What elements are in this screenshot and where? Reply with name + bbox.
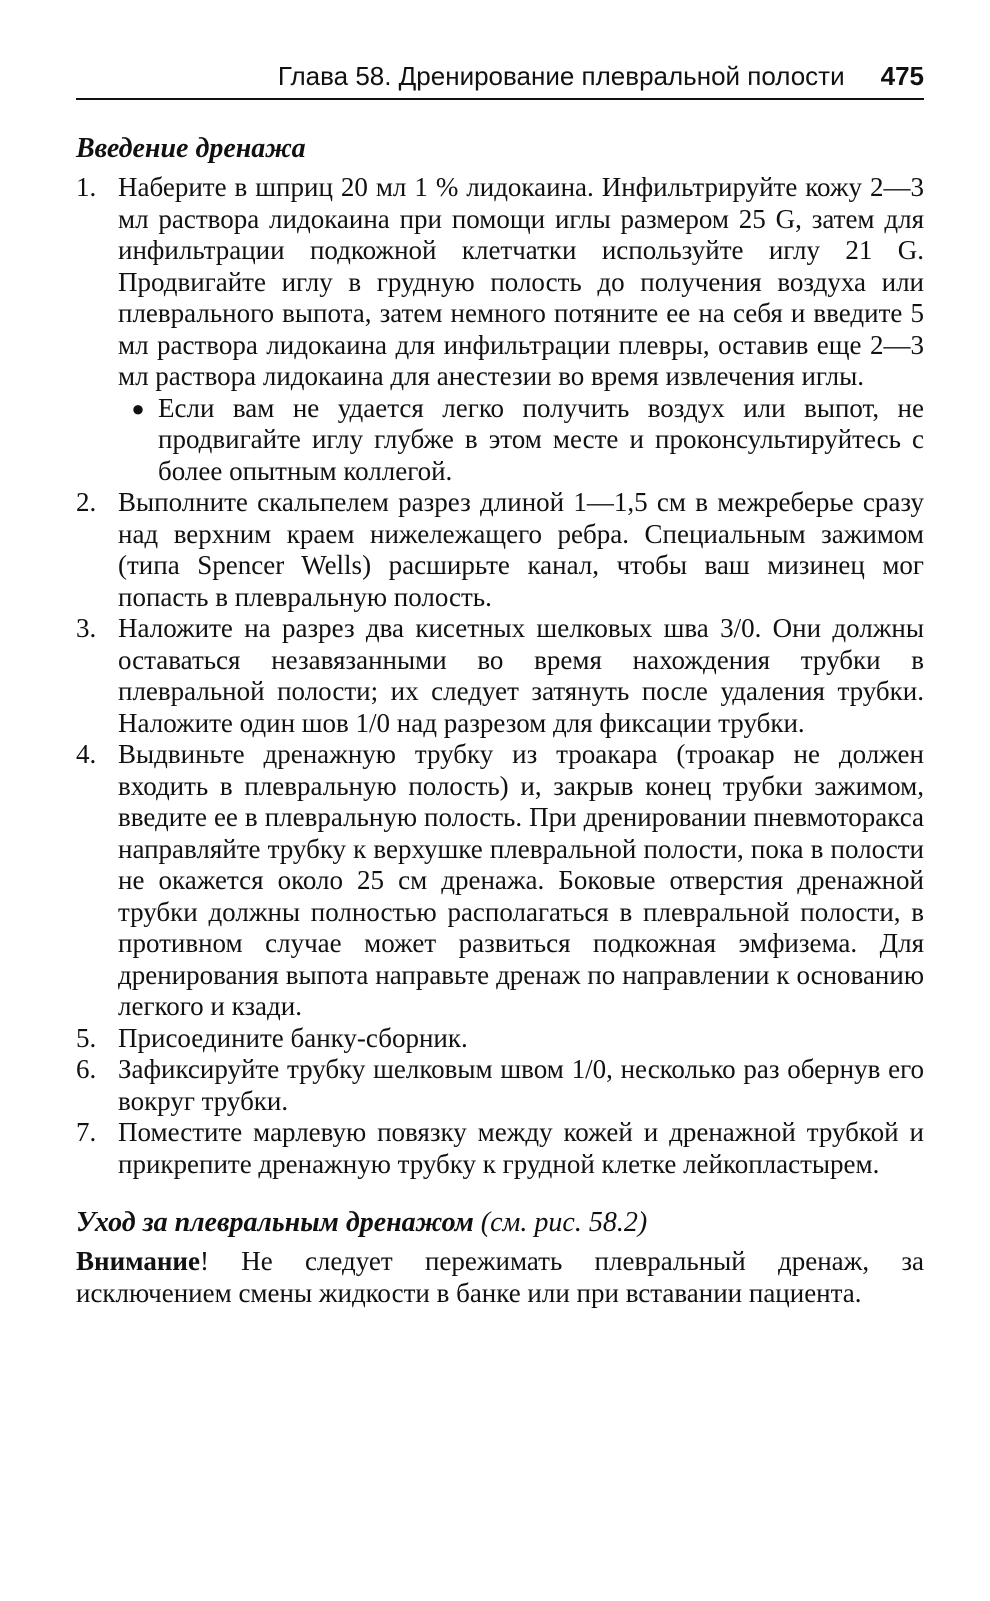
step-number: 1.: [76, 172, 97, 202]
section-title-drain-care: [76, 1206, 924, 1240]
bullet-text: Если вам не удается легко получить воздух или выпот, не продвигайте иглу глубже в этом месте и проконсультируйтесь с более опытным коллегой.: [158, 392, 924, 486]
section-title-drain-insertion: Введение дренажа: [76, 133, 306, 164]
list-item: [76, 613, 924, 739]
running-title: Глава 58. Дренирование плевральной полости: [277, 61, 845, 91]
step-number: 6.: [76, 1054, 97, 1084]
bullet-note: [118, 393, 924, 488]
step-text: Выдвиньте дренажную трубку из троакара (троакар не должен входить в плевральную полость) и, закрыв конец трубки зажимом, введите ее в плевральную полость. При дренировании пневмоторакса направляйте трубку к верхушке плевральной полости, пока в полости не окажется около 25 см дренажа. Боковые отверстия дренажной трубки должны полностью располагаться в плевральной полости, в противном случае может развиться подкожная эмфизема. Для дренирования выпота направьте дренаж по направлении к основанию легкого и кзади.: [118, 739, 924, 1021]
bullet-icon: ●: [131, 395, 145, 421]
step-text: Присоедините банку-сборник.: [118, 1022, 468, 1053]
step-text: Наложите на разрез два кисетных шелковых шва 3/0. Они должны оставаться незавязанными во время нахождения трубки в плевральной полости; их следует затянуть после удаления трубки. Наложите один шов 1/0 над разрезом для фиксации трубки.: [118, 613, 924, 738]
step-text: Зафиксируйте трубку шелковым швом 1/0, несколько раз обернув его вокруг трубки.: [118, 1054, 924, 1116]
running-header: [76, 60, 924, 100]
warning-text: ! Не следует пережимать плевральный дренаж, за исключением смены жидкости в банке или при вставании пациента.: [76, 1246, 924, 1308]
warning-label: Внимание: [76, 1246, 200, 1276]
step-text: Наберите в шприц 20 мл 1 % лидокаина. Инфильтрируйте кожу 2—3 мл раствора лидокаина при помощи иглы размером 25 G, затем для инфильтрации подкожной клетчатки используйте иглу 21 G. Продвигайте иглу в грудную полость до получения воздуха или плеврального выпота, затем немного потяните ее на себя и введите 5 мл раствора лидокаина для инфильтрации плевры, оставив еще 2—3 мл раствора лидокаина для анестезии во время извлечения иглы.: [118, 172, 924, 391]
list-item: [76, 1023, 924, 1055]
list-item: [76, 172, 924, 393]
step-number: 3.: [76, 613, 97, 643]
book-page: [76, 60, 924, 1309]
step-number: 5.: [76, 1022, 97, 1053]
page-number: 475: [880, 61, 924, 91]
list-item: [76, 1054, 924, 1117]
step-number: 2.: [76, 487, 97, 517]
section-title-text: Уход за плевральным дренажом: [76, 1207, 474, 1238]
list-item: [76, 739, 924, 1023]
step-text: Поместите марлевую повязку между кожей и дренажной трубкой и прикрепите дренажную трубку к грудной клетке лейкопластырем.: [118, 1117, 924, 1179]
section-drain-care: [76, 1206, 924, 1309]
figure-reference: (см. рис. 58.2): [480, 1207, 648, 1238]
warning-paragraph: [76, 1246, 924, 1309]
list-item: [76, 1117, 924, 1180]
list-item: [76, 487, 924, 613]
step-number: 4.: [76, 739, 97, 769]
step-number: 7.: [76, 1117, 97, 1147]
step-text: Выполните скальпелем разрез длиной 1—1,5 см в межреберье сразу над верхним краем нижележащего ребра. Специальным зажимом (типа Spencer Wells) расширьте канал, чтобы ваш мизинец мог попасть в плевральную полость.: [118, 487, 924, 612]
steps-list: [76, 172, 924, 1180]
